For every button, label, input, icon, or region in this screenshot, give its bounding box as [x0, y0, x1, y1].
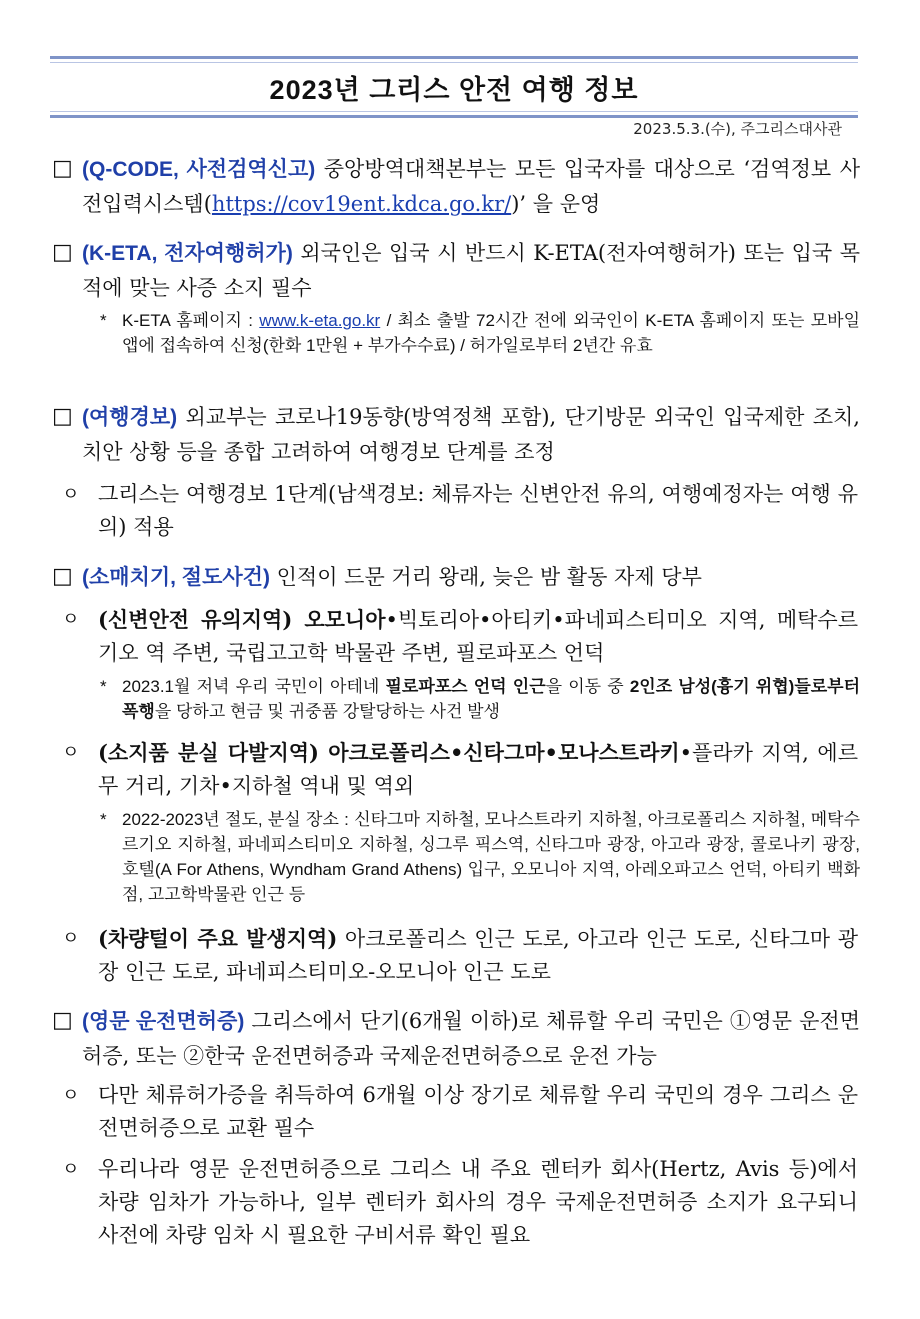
circle-bullet: ㅇ	[62, 484, 80, 505]
advisory-text: 외교부는 코로나19동향(방역정책 포함), 단기방문 외국인 입국제한 조치, 치안 상황 등을 종합 고려하여 여행경보 단계를 조정	[82, 405, 860, 464]
vehicle-heading: (차량털이 주요 발생지역)	[98, 926, 338, 951]
keta-link[interactable]: www.k-eta.go.kr	[259, 311, 381, 330]
section-keta	[52, 236, 860, 305]
incident-text-b: 필로파포스 언덕 인근	[385, 677, 546, 696]
checkbox-bullet: □	[52, 564, 73, 589]
vehicle-text: 아크로폴리스 인근 도로, 아고라 인근 도로, 신타그마 광장 인근 도로, 파네피스티미오-오모니아 인근 도로	[98, 927, 858, 984]
section-theft	[52, 560, 860, 595]
advisory-heading: (여행경보)	[82, 406, 178, 429]
circle-bullet: ㅇ	[62, 609, 80, 630]
safety-area-text: •빅토리아•아티키•파네피스티미오 지역, 메탁수르기오 역 주변, 국립고고학 박물관 주변, 필로파포스 언덕	[98, 608, 858, 665]
theft-note-incident	[100, 674, 860, 724]
title-box	[50, 56, 858, 118]
circle-bullet: ㅇ	[62, 742, 80, 763]
page-title: 2023년 그리스 안전 여행 정보	[269, 74, 639, 105]
qcode-text: 중앙방역대책본부는 모든 입국자를 대상으로 ‘검역정보 사전입력시스템(	[82, 157, 860, 216]
circle-bullet: ㅇ	[62, 928, 80, 949]
theft-note-locations	[100, 807, 860, 907]
license-rental-text: 우리나라 영문 운전면허증으로 그리스 내 주요 렌터카 회사(Hertz, Avis 등)에서 차량 임차가 가능하나, 일부 렌터카 회사의 경우 국제운전면허증 소지가 요구되니 사전에 차량 임차 시 필요한 구비서류 확인 필요	[98, 1157, 858, 1247]
keta-note-pre: K-ETA 홈페이지 :	[122, 311, 260, 330]
theft-text: 인적이 드문 거리 왕래, 늦은 밤 활동 자제 당부	[269, 565, 702, 589]
checkbox-bullet: □	[52, 1008, 73, 1033]
checkbox-bullet: □	[52, 404, 73, 429]
keta-heading: (K-ETA, 전자여행허가)	[82, 242, 293, 265]
license-exchange-text: 다만 체류허가증을 취득하여 6개월 이상 장기로 체류할 우리 국민의 경우 그리스 운전면허증으로 교환 필수	[98, 1083, 858, 1140]
safety-area-heading: (신변안전 유의지역) 오모니아	[98, 607, 386, 632]
qcode-heading: (Q-CODE, 사전검역신고)	[82, 158, 316, 181]
theft-item-safety-area	[62, 603, 858, 670]
locations-text: 2022-2023년 절도, 분실 장소 : 신타그마 지하철, 모나스트라키 지하철, 아크로폴리스 지하철, 메탁수르기오 지하철, 파네피스티미오 지하철, 싱그루 픽스역, 신타그마 광장, 아고라 광장, 콜로나키 광장, 호텔(A For Athens, Wyndham Grand Athens) 입구, 오모니아 지역, 아레오파고스 언덕, 아티키 백화점, 고고학박물관 인근 등	[122, 810, 860, 904]
incident-text-a: 2023.1월 저녁 우리 국민이 아테네	[122, 677, 386, 696]
license-text: 그리스에서 단기(6개월 이하)로 체류할 우리 국민은 ①영문 운전면허증, 또는 ②한국 운전면허증과 국제운전면허증으로 운전 가능	[82, 1009, 860, 1068]
date-line: 2023.5.3.(수), 주그리스대사관	[633, 120, 842, 138]
theft-heading: (소매치기, 절도사건)	[82, 566, 270, 589]
checkbox-bullet: □	[52, 156, 73, 181]
loss-area-text: •플라카 지역, 에르무 거리, 기차•지하철 역내 및 역외	[98, 741, 858, 798]
qcode-text-end: )’ 을 운영	[511, 192, 601, 216]
section-license	[52, 1004, 860, 1073]
incident-text-c: 을 이동 중	[545, 677, 630, 696]
keta-text: 외국인은 입국 시 반드시 K-ETA(전자여행허가) 또는 입국 목적에 맞는 사증 소지 필수	[82, 241, 860, 300]
qcode-link[interactable]: https://cov19ent.kdca.go.kr/	[211, 192, 512, 216]
note-star: *	[100, 810, 107, 829]
section-advisory	[52, 400, 860, 469]
incident-text-d: 2인조 남성(흉기 위협)들로부터 폭행	[122, 677, 861, 721]
circle-bullet: ㅇ	[62, 1159, 80, 1180]
license-heading: (영문 운전면허증)	[82, 1010, 245, 1033]
section-qcode	[52, 152, 860, 221]
advisory-item-text: 그리스는 여행경보 1단계(남색경보: 체류자는 신변안전 유의, 여행예정자는 여행 유의) 적용	[98, 482, 858, 539]
keta-note	[100, 308, 860, 358]
note-star: *	[100, 311, 107, 330]
note-star: *	[100, 677, 107, 696]
incident-text-e: 을 당하고 현금 및 귀중품 강탈당하는 사건 발생	[154, 702, 500, 721]
keta-note-post: / 최소 출발 72시간 전에 외국인이 K-ETA 홈페이지 또는 모바일 앱에 접속하여 신청(한화 1만원 + 부가수수료) / 허가일로부터 2년간 유효	[122, 311, 860, 355]
loss-area-heading: (소지품 분실 다발지역) 아크로폴리스•신타그마•모나스트라키	[98, 740, 680, 765]
circle-bullet: ㅇ	[62, 1085, 80, 1106]
theft-item-vehicle	[62, 922, 858, 989]
license-item-exchange	[62, 1079, 858, 1145]
advisory-item	[62, 478, 858, 544]
theft-item-loss-area	[62, 736, 858, 803]
license-item-rental	[62, 1153, 858, 1252]
checkbox-bullet: □	[52, 240, 73, 265]
